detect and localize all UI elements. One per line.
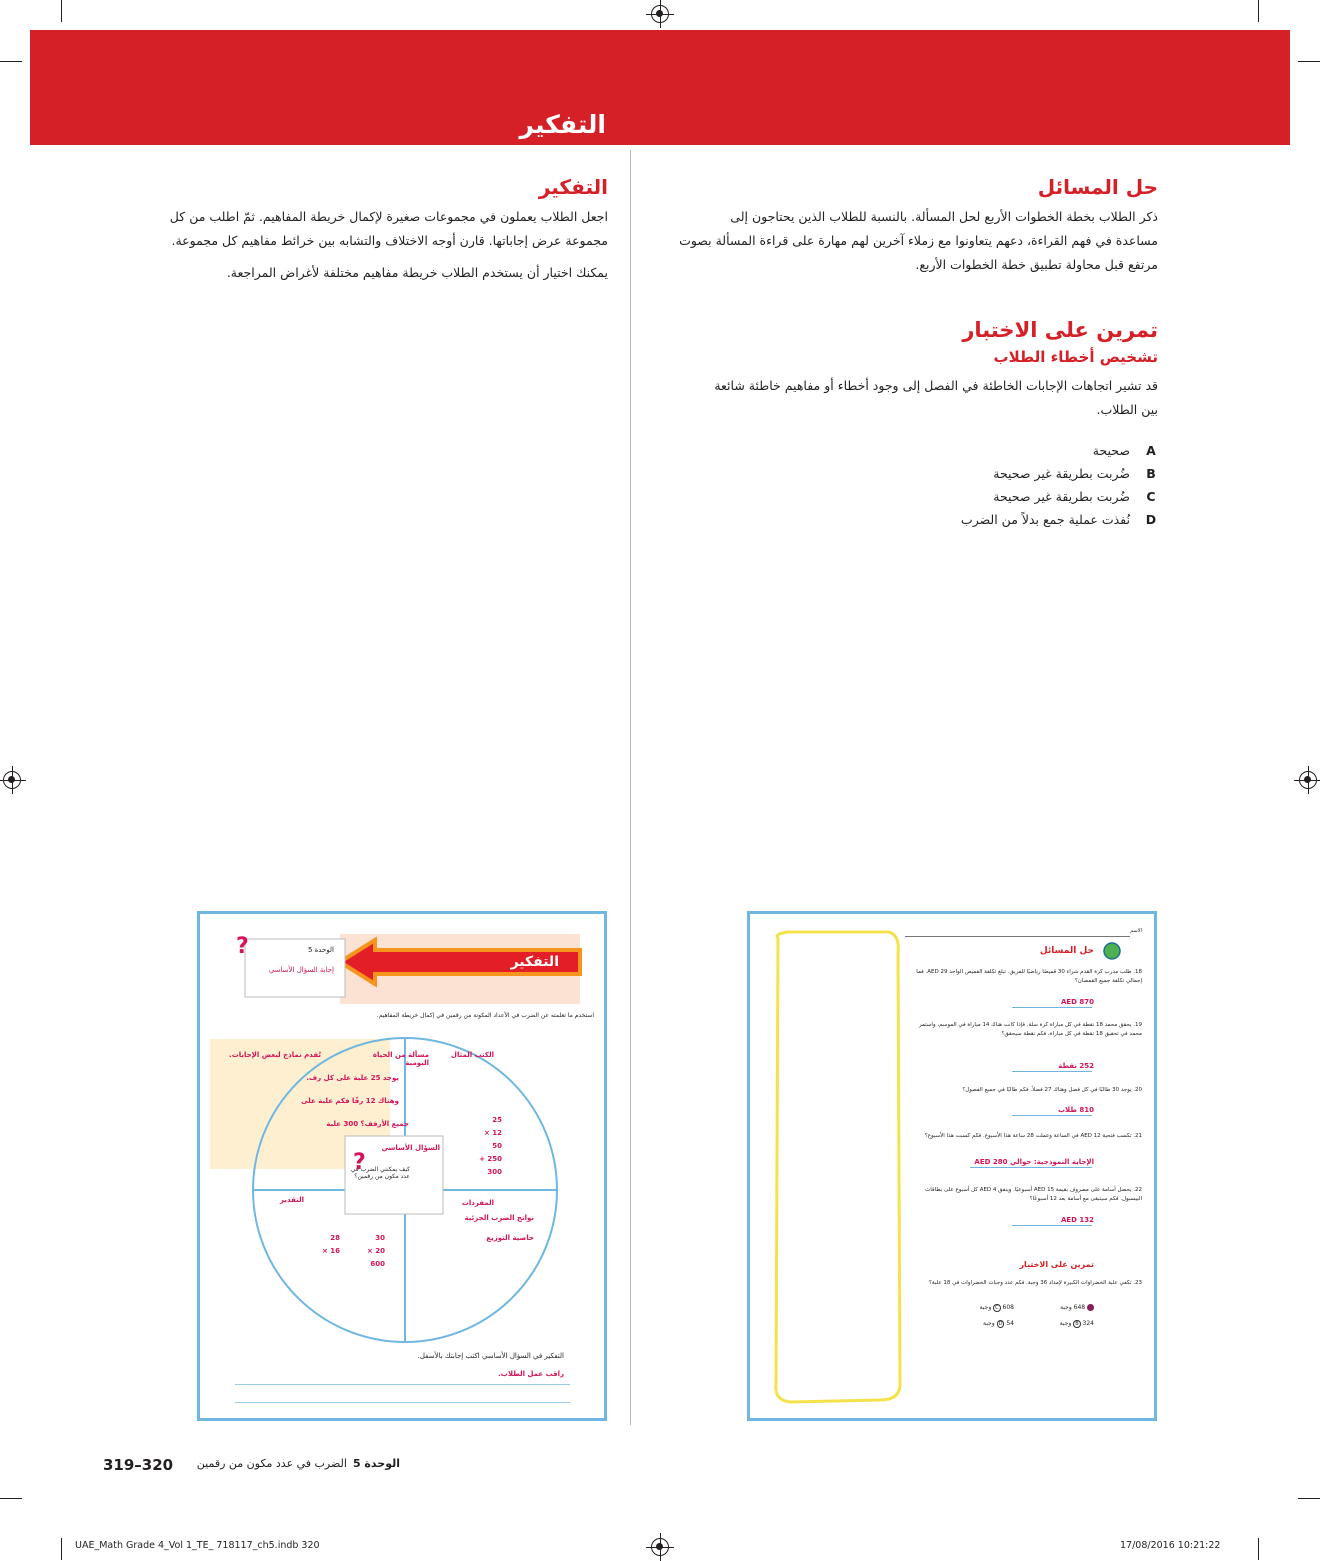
center-question: كيف يمكنني الضرب في عدد مكون من رقمين؟	[350, 1166, 410, 1180]
name-line	[905, 936, 1130, 937]
calc-b	[345, 1232, 385, 1271]
option-letter: A	[1146, 443, 1156, 458]
test-practice-section	[658, 318, 1158, 422]
bubble-icon: D	[998, 1321, 1003, 1327]
thinking-heading: التفكير	[538, 175, 608, 199]
footer-question: التفكير في السؤال الأساسي اكتب إجابتك بالأسفل.	[417, 1352, 564, 1360]
thinking-line: اجعل الطلاب يعملون في مجموعات صغيرة لإكمال خريطة المفاهيم. ثمّ اطلب من كل	[169, 209, 608, 224]
question-mark-icon: ?	[353, 1150, 366, 1175]
quad-label: المفردات	[461, 1199, 494, 1207]
header-banner	[30, 30, 1290, 145]
calc-a	[462, 1114, 502, 1179]
answer-line	[1012, 1115, 1092, 1116]
vocab-item: خاصية التوزيع	[486, 1234, 534, 1242]
problem-answer: AED 870	[1060, 998, 1094, 1006]
globe-icon	[1104, 943, 1120, 959]
problem-item	[907, 1021, 1142, 1039]
unit-label: الوحدة 5	[307, 946, 334, 954]
bubble-icon: B	[1075, 1321, 1079, 1327]
quad-label: التقدير	[280, 1196, 304, 1204]
crop-mark	[1258, 1538, 1259, 1560]
registration-mark-icon	[3, 771, 21, 789]
page-range: 319–320	[103, 1456, 174, 1474]
problem-item	[907, 1086, 1142, 1095]
crop-mark	[1298, 61, 1320, 62]
problem-solving-heading: حل المسائل	[1037, 175, 1158, 199]
choice	[1034, 1304, 1094, 1311]
option-text: ضُربت بطريقة غير صحيحة	[993, 466, 1130, 481]
crop-mark	[0, 1498, 22, 1499]
calc-value: × 20	[366, 1247, 385, 1255]
yellow-highlight	[776, 932, 900, 1402]
footer-unit-label: الوحدة 5	[352, 1457, 400, 1470]
crop-mark	[61, 0, 62, 22]
registration-mark-icon	[651, 5, 669, 23]
problem-solving-line: ذكر الطلاب بخطة الخطوات الأربع لحل المسألة. بالنسبة للطلاب الذين يحتاجون إلى	[730, 209, 1158, 224]
calc-value: + 250	[479, 1155, 502, 1163]
answer-line	[1012, 1071, 1092, 1072]
problem-number: 20.	[1133, 1087, 1142, 1093]
problem-item	[907, 1186, 1142, 1204]
footer-unit	[185, 1457, 400, 1470]
story-line: جميع الأرفف؟ 300 علبة	[326, 1120, 409, 1128]
calc-value: × 12	[483, 1129, 502, 1137]
question-23: 23. تكفي علبة الخضراوات الكبيرة لإمداد 36 وجبة. فكم عدد وجبات الخضراوات في 18 علبة؟	[929, 1280, 1142, 1286]
problem-answer: الإجابة النموذجية: حوالي AED 280	[974, 1158, 1094, 1166]
test-practice-heading: تمرين على الاختبار	[1019, 1260, 1094, 1269]
answer-option	[1093, 443, 1158, 458]
thumb-instruction: استخدم ما تعلمته عن الضرب في الأعداد المكونة من رقمين في إكمال خريطة المفاهيم.	[376, 1012, 594, 1019]
problem-text: طلب مدرب كرة القدم شراء 30 قميصًا رياضيًا للفريق. تبلغ تكلفة القميص الواحد AED 29. فما إجمالي تكلفة جميع القمصان؟	[916, 969, 1142, 984]
problem-solving-line: مساعدة في فهم القراءة، دعهم يتعاونوا مع زملاء آخرين لهم مهارة على قراءة المسألة بصوت	[679, 233, 1158, 248]
crop-mark	[61, 1538, 62, 1560]
diagnose-errors-subheading: تشخيص أخطاء الطلاب	[993, 348, 1158, 366]
test-practice-heading: تمرين على الاختبار	[962, 318, 1158, 342]
registration-mark-icon	[1299, 771, 1317, 789]
crop-mark	[1258, 0, 1259, 22]
problem-answer: 252 نقطة	[1058, 1062, 1094, 1070]
test-practice-line: بين الطلاب.	[1096, 402, 1158, 417]
option-letter: D	[1145, 512, 1157, 527]
option-text: صحيحة	[1092, 443, 1130, 458]
option-text: ضُربت بطريقة غير صحيحة	[993, 489, 1130, 504]
problem-item	[907, 1132, 1142, 1141]
quad-label: مسألة من الحياة اليومية	[372, 1051, 429, 1067]
story-line: يوجد 25 علبة على كل رف.	[306, 1074, 399, 1082]
footer-watch: راقب عمل الطلاب.	[498, 1370, 564, 1378]
quad-label: الكتب المثال	[450, 1051, 494, 1059]
choice-text: 54 وجبة	[983, 1320, 1014, 1327]
problem-solving-section	[658, 175, 1158, 277]
sample-note: تُقدم نماذج لبعض الإجابات.	[229, 1051, 321, 1059]
crop-mark	[0, 61, 22, 62]
column-divider	[630, 150, 631, 1425]
choice	[944, 1304, 1014, 1311]
calc-value: 28	[330, 1234, 340, 1242]
answer-option	[993, 489, 1158, 504]
answer-line	[235, 1384, 570, 1385]
slug-date: 17/08/2016 10:21:22	[1120, 1540, 1221, 1551]
choice-text: 608 وجبة	[979, 1304, 1014, 1311]
calc-c	[300, 1232, 340, 1258]
problem-answer: 810 طلاب	[1057, 1106, 1094, 1114]
story-line: وهناك 12 رفًا فكم علبة على	[301, 1097, 399, 1105]
choice-text: 324 وجبة	[1059, 1320, 1094, 1327]
problem-text: يحقق محمد 18 نقطة في كل مباراة كرة سلة. فإذا كانت هناك 14 مباراة في الموسم، واستمر محمد في تحقيق 18 نقطة في كل مباراة، فكم نقطة سيحقق؟	[918, 1022, 1142, 1037]
vocab-item: نواتج الضرب الجزئية	[464, 1214, 534, 1222]
calc-value: 25	[492, 1116, 502, 1124]
problem-solving-line: مرتفع قبل محاولة تطبيق خطة الخطوات الأربع.	[915, 257, 1158, 272]
answer-line	[235, 1402, 570, 1403]
answer-line	[1012, 1225, 1092, 1226]
filled-bubble-icon	[1087, 1304, 1094, 1311]
answer-option	[961, 512, 1158, 527]
calc-value: 300	[487, 1168, 502, 1176]
problem-item	[907, 968, 1142, 986]
concept-map-thumbnail	[197, 911, 607, 1421]
worksheet-thumbnail	[747, 911, 1157, 1421]
calc-value: 600	[370, 1260, 385, 1268]
thumb-banner-title: التفكير	[510, 954, 559, 970]
question-mark-icon: ?	[236, 934, 249, 959]
registration-mark-icon	[651, 1538, 669, 1556]
test-practice-line: قد تشير اتجاهات الإجابات الخاطئة في الفصل إلى وجود أخطاء أو مفاهيم خاطئة شائعة	[714, 378, 1158, 393]
bubble-icon: C	[995, 1305, 999, 1311]
answer-line	[1012, 1007, 1092, 1008]
calc-value: 30	[375, 1234, 385, 1242]
footer-unit-title: الضرب في عدد مكون من رقمين	[196, 1457, 347, 1470]
problem-number: 22.	[1133, 1187, 1142, 1193]
banner-title: التفكير	[519, 110, 606, 139]
option-letter: C	[1146, 489, 1156, 504]
essential-answer-label: إجابة السؤال الأساسي	[268, 966, 334, 974]
name-label: الاسم	[1130, 928, 1142, 934]
option-text: نُفذت عملية جمع بدلاً من الضرب	[960, 512, 1130, 527]
answer-option	[993, 466, 1158, 481]
problem-text: يحصل أسامة على مصروف بقيمة AED 15 أسبوعيًا. وينفق AED 4 كل أسبوع على بطاقات البيسبول. فكم سيتبقى مع أسامة بعد 12 أسبوعًا؟	[925, 1187, 1142, 1202]
thinking-section	[118, 175, 608, 285]
highlight-art	[750, 914, 1154, 1418]
choice	[944, 1320, 1014, 1327]
center-title: السؤال الأساسي	[381, 1144, 440, 1152]
thinking-line: مجموعة عرض إجاباتها. قارن أوجه الاختلاف والتشابه بين خرائط مفاهيم كل مجموعة.	[171, 233, 608, 248]
problem-number: 21.	[1133, 1133, 1142, 1139]
problem-text: تكسب فتحية AED 12 في الساعة وعملت 28 ساعة هذا الأسبوع. فكم كسبت هذا الأسبوع؟	[924, 1133, 1132, 1139]
option-letter: B	[1146, 466, 1156, 481]
answer-line	[970, 1167, 1092, 1168]
problem-answer: AED 132	[1060, 1216, 1094, 1224]
choice	[1034, 1320, 1094, 1327]
crop-mark	[1298, 1498, 1320, 1499]
worksheet-heading: حل المسائل	[1039, 946, 1094, 956]
problem-number: 19.	[1133, 1022, 1142, 1028]
calc-value: 50	[492, 1142, 502, 1150]
choice-text: 648 وجبة	[1060, 1304, 1086, 1311]
calc-value: × 16	[321, 1247, 340, 1255]
slug-file: UAE_Math Grade 4_Vol 1_TE_ 718117_ch5.indb 320	[75, 1540, 320, 1551]
problem-text: يوجد 30 طالبًا في كل فصل وهناك 27 فصلاً. فكم طالبًا في جميع الفصول؟	[962, 1087, 1132, 1093]
problem-number: 18.	[1133, 969, 1142, 975]
thinking-note: يمكنك اختيار أن يستخدم الطلاب خريطة مفاهيم مختلفة لأغراض المراجعة.	[226, 265, 608, 280]
